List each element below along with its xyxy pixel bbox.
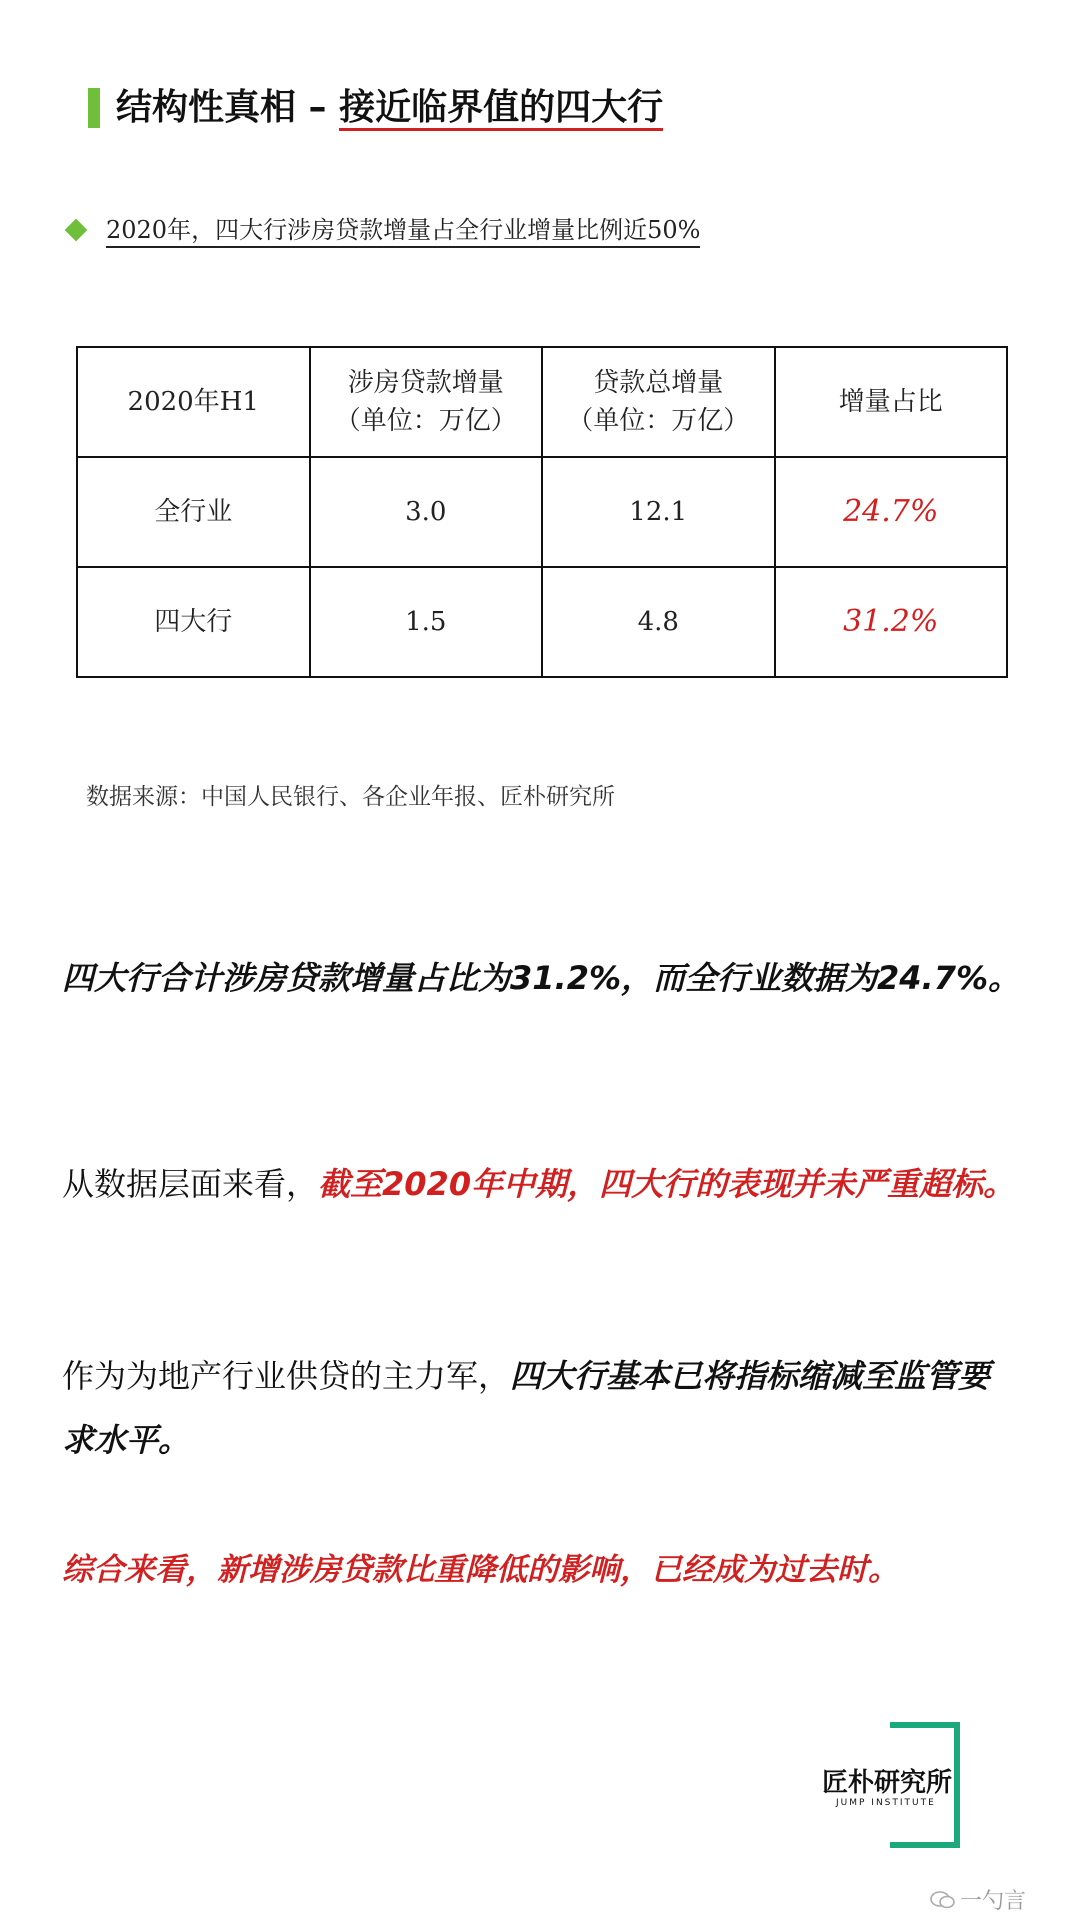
table-header-cell: 增量占比 [775, 347, 1008, 457]
table-cell-highlight: 31.2% [775, 567, 1008, 677]
paragraph-4: 综合来看，新增涉房贷款比重降低的影响，已经成为过去时。 [62, 1552, 899, 1588]
paragraph-3-plain: 作为为地产行业供贷的主力军， [62, 1357, 511, 1395]
paragraph-3 [62, 1344, 1022, 1472]
title-accent-bar [88, 88, 100, 128]
paragraph-3-bold: 四大行基本已将指标缩减至监管要求水平。 [62, 1357, 991, 1459]
table-header-cell: 贷款总增量 （单位：万亿） [542, 347, 775, 457]
table-cell: 全行业 [77, 457, 310, 567]
title-prefix: 结构性真相 – [116, 87, 340, 128]
wechat-icon [930, 1890, 956, 1910]
data-table [76, 346, 1008, 678]
table-header-cell: 涉房贷款增量 （单位：万亿） [310, 347, 543, 457]
watermark-text: 一勺言 [960, 1889, 1027, 1914]
table-header-cell: 2020年H1 [77, 347, 310, 457]
table-cell: 4.8 [542, 567, 775, 677]
table-row [77, 457, 1007, 567]
data-source-note: 数据来源：中国人民银行、各企业年报、匠朴研究所 [86, 784, 615, 810]
table-cell-highlight: 24.7% [775, 457, 1008, 567]
table-cell: 四大行 [77, 567, 310, 677]
table-row [77, 567, 1007, 677]
paragraph-2-red: 截至2020年中期，四大行的表现并未严重超标。 [318, 1165, 1016, 1203]
logo-cn-text: 匠朴研究所 [822, 1768, 953, 1798]
table-header-row [77, 347, 1007, 457]
institute-logo [822, 1722, 966, 1840]
title-highlight: 接近临界值的四大行 [339, 87, 663, 131]
paragraph-2 [62, 1152, 1022, 1216]
page-title [116, 82, 663, 134]
subtitle: 2020年，四大行涉房贷款增量占全行业增量比例近50% [106, 214, 700, 248]
paragraph-2-plain: 从数据层面来看， [62, 1165, 319, 1203]
diamond-bullet-icon [65, 219, 88, 242]
logo-en-text: JUMP INSTITUTE [836, 1798, 936, 1808]
table-cell: 3.0 [310, 457, 543, 567]
table-cell: 12.1 [542, 457, 775, 567]
paragraph-1: 四大行合计涉房贷款增量占比为31.2%，而全行业数据为24.7%。 [62, 959, 1021, 997]
table-cell: 1.5 [310, 567, 543, 677]
